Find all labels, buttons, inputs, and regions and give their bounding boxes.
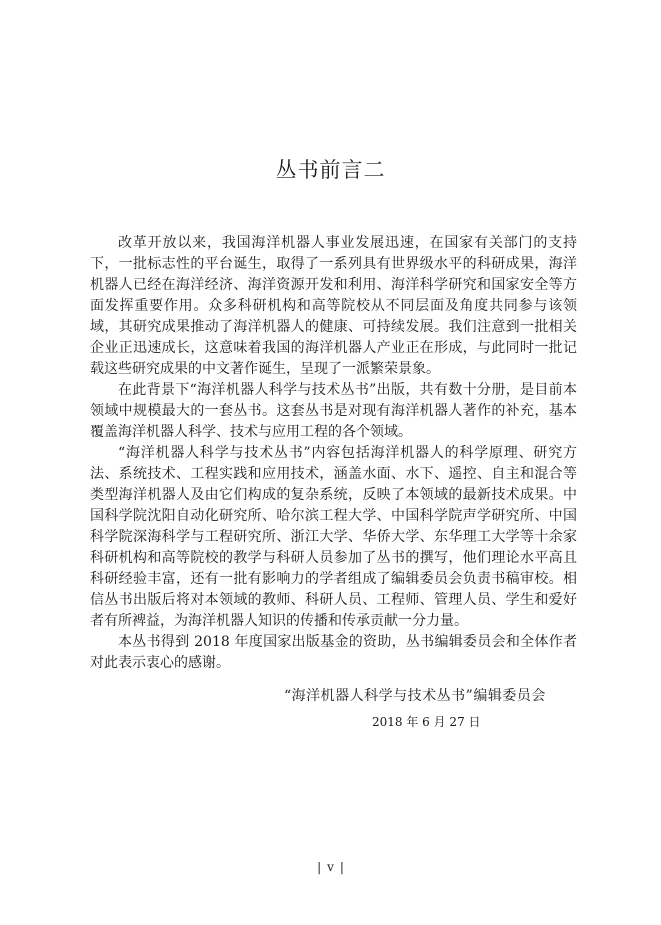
page-number: v [327,860,334,874]
paragraph-3: “海洋机器人科学与技术丛书”内容包括海洋机器人的科学原理、研究方法、系统技术、工程实践和应用技术，涵盖水面、水下、遥控、自主和混合等类型海洋机器人及由它们构成的复杂系统，反映了本领域的最新技术成果。中国科学院沈阳自动化研究所、哈尔滨工程大学、中国科学院声学研究所、中国科学院深海科学与工程研究所、浙江大学、华侨大学、东华理工大学等十余家科研机构和高等院校的教学与科研人员参加了丛书的撰写，他们理论水平高且科研经验丰富，还有一批有影响力的学者组成了编辑委员会负责书稿审校。相信丛书出版后将对本领域的教师、科研人员、工程师、管理人员、学生和爱好者有所裨益，为海洋机器人知识的传播和传承贡献一分力量。 [90,445,577,629]
preface-body [90,233,577,674]
folio-right-bar: | [339,860,344,874]
signature-date: 2018 年 6 月 27 日 [372,715,481,729]
page-title: 丛书前言二 [275,158,386,182]
paragraph-4: 本丛书得到 2018 年度国家出版基金的资助，丛书编辑委员会和全体作者对此表示衷心的感谢。 [90,634,577,671]
page-folio [0,858,661,876]
editorial-committee: “海洋机器人科学与技术丛书”编辑委员会 [284,688,546,704]
paragraph-1: 改革开放以来，我国海洋机器人事业发展迅速，在国家有关部门的支持下，一批标志性的平台诞生，取得了一系列具有世界级水平的科研成果，海洋机器人已经在海洋经济、海洋资源开发和利用、海洋科学研究和国家安全等方面发挥重要作用。众多科研机构和高等院校从不同层面及角度共同参与该领域，其研究成果推动了海洋机器人的健康、可持续发展。我们注意到一批相关企业正迅速成长，这意味着我国的海洋机器人产业正在形成，与此同时一批记载这些研究成果的中文著作诞生，呈现了一派繁荣景象。 [90,235,577,377]
folio-left-bar: | [317,860,322,874]
paragraph-2: 在此背景下“海洋机器人科学与技术丛书”出版，共有数十分册，是目前本领域中规模最大的一套丛书。这套丛书是对现有海洋机器人著作的补充，基本覆盖海洋机器人科学、技术与应用工程的各个领域。 [90,382,577,440]
